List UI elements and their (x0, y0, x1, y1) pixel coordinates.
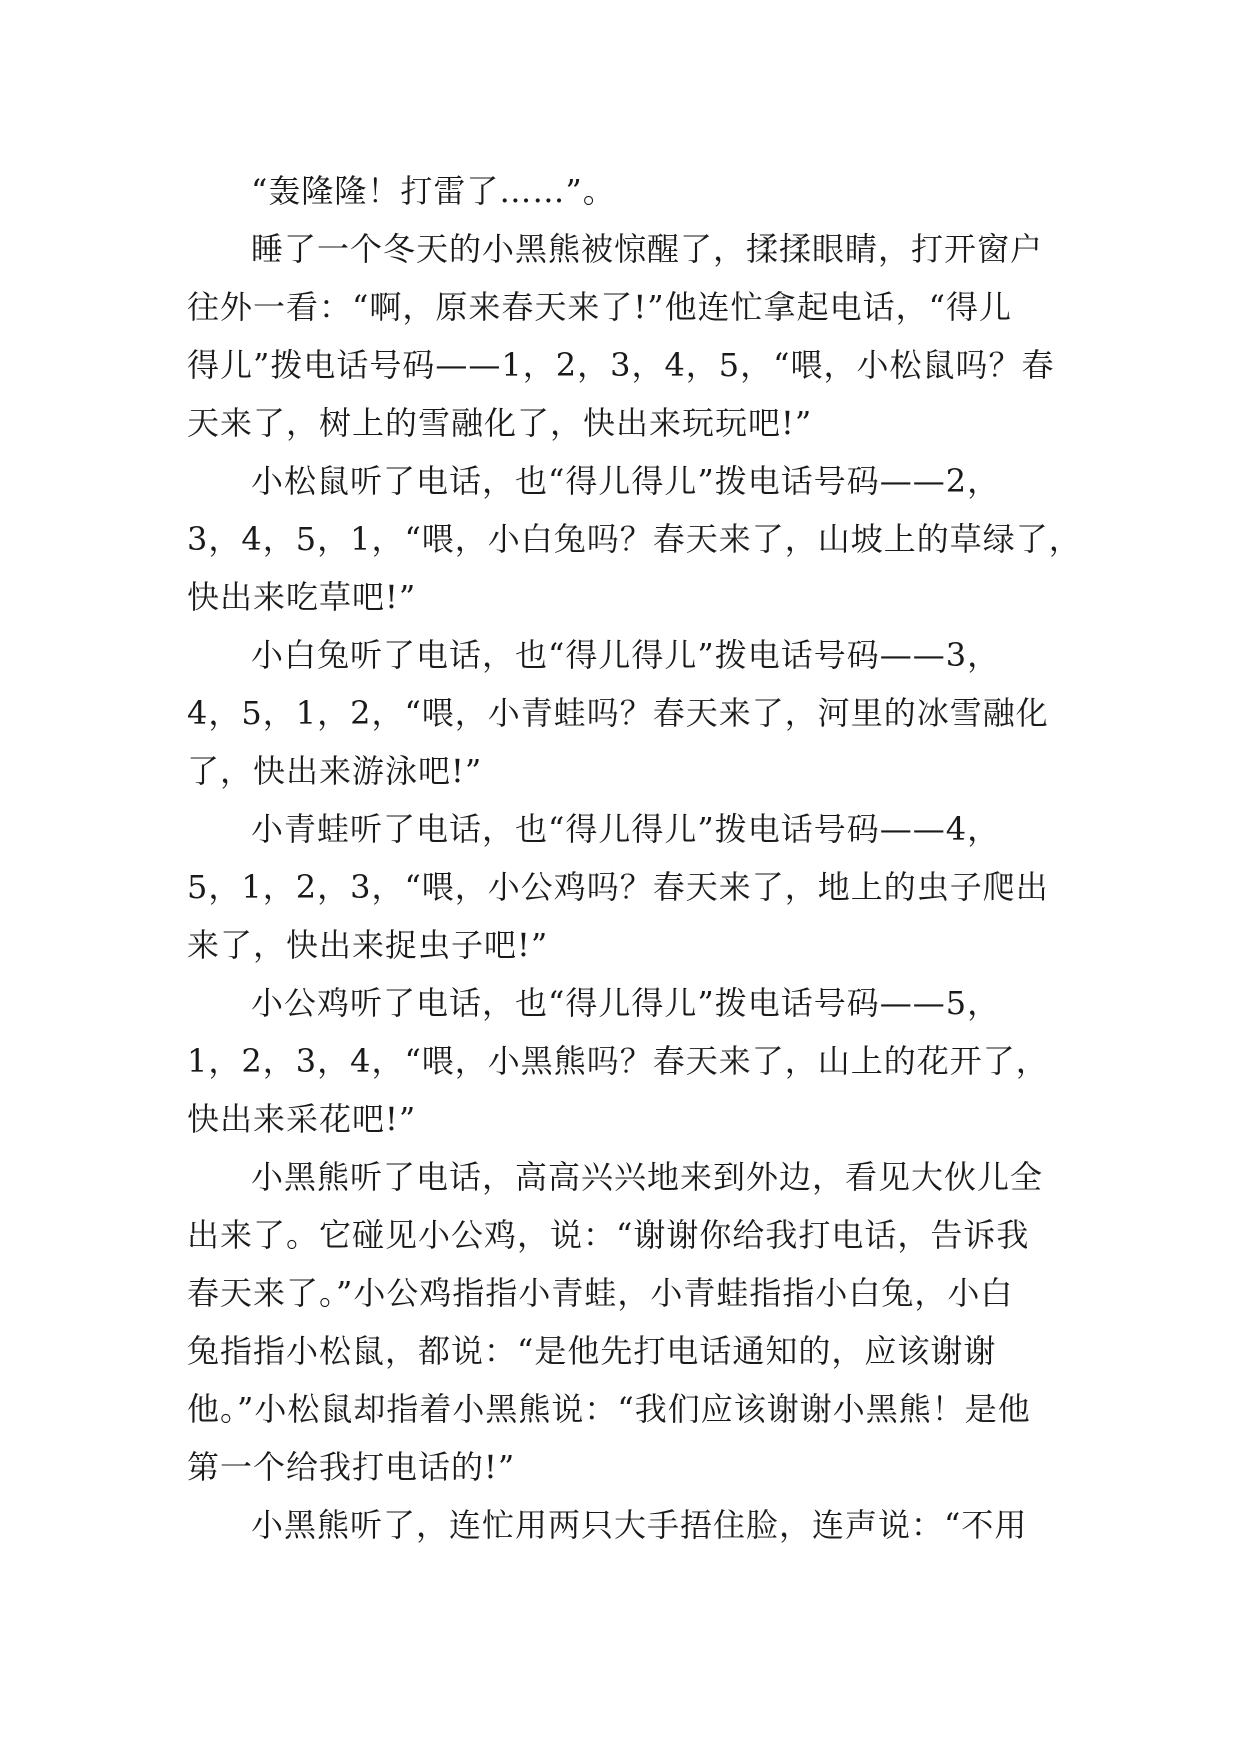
text-line: 出来了。它碰见小公鸡，说：“谢谢你给我打电话，告诉我 (187, 1216, 1030, 1254)
paragraph-bear-modest (187, 1496, 1067, 1554)
text-line: 5，1，2，3，“喂，小公鸡吗？春天来了，地上的虫子爬出 (187, 868, 1049, 906)
paragraph-thunder (187, 162, 1067, 220)
text-line: 他。”小松鼠却指着小黑熊说：“我们应该谢谢小黑熊！是他 (187, 1390, 1031, 1428)
text-line: 小白兔听了电话，也“得儿得儿”拨电话号码——3， (251, 636, 1001, 674)
text-line: 快出来吃草吧!” (187, 578, 417, 616)
paragraph-gathering (187, 1148, 1067, 1496)
text-line: “轰隆隆！打雷了……”。 (251, 172, 616, 210)
text-line: 往外一看：“啊，原来春天来了!”他连忙拿起电话，“得儿 (187, 288, 1012, 326)
text-line: 1，2，3，4，“喂，小黑熊吗？春天来了，山上的花开了， (187, 1042, 1049, 1080)
text-line: 小松鼠听了电话，也“得儿得儿”拨电话号码——2， (251, 462, 1001, 500)
text-line: 小青蛙听了电话，也“得儿得儿”拨电话号码——4， (251, 810, 1001, 848)
paragraph-squirrel (187, 452, 1082, 626)
paragraph-bear-wakes (187, 220, 1067, 452)
text-line: 快出来采花吧!” (187, 1100, 417, 1138)
text-line: 来了，快出来捉虫子吧!” (187, 926, 549, 964)
text-line: 春天来了。”小公鸡指指小青蛙，小青蛙指指小白兔，小白 (187, 1274, 1014, 1312)
text-line: 3，4，5，1，“喂，小白兔吗？春天来了，山坡上的草绿了， (187, 520, 1082, 558)
text-line: 睡了一个冬天的小黑熊被惊醒了，揉揉眼睛，打开窗户 (251, 230, 1044, 268)
text-line: 第一个给我打电话的!” (187, 1448, 516, 1486)
paragraph-rooster (187, 974, 1067, 1148)
story-text (187, 162, 1082, 1554)
text-line: 天来了，树上的雪融化了，快出来玩玩吧!” (187, 404, 813, 442)
paragraph-frog (187, 800, 1067, 974)
text-line: 小公鸡听了电话，也“得儿得儿”拨电话号码——5， (251, 984, 1001, 1022)
text-line: 小黑熊听了电话，高高兴兴地来到外边，看见大伙儿全 (251, 1158, 1044, 1196)
text-line: 了，快出来游泳吧!” (187, 752, 483, 790)
text-line: 兔指指小松鼠，都说：“是他先打电话通知的，应该谢谢 (187, 1332, 997, 1370)
text-line: 小黑熊听了，连忙用两只大手捂住脸，连声说：“不用 (251, 1506, 1028, 1544)
paragraph-rabbit (187, 626, 1067, 800)
text-line: 得儿”拨电话号码——1，2，3，4，5，“喂，小松鼠吗？春 (187, 346, 1055, 384)
text-line: 4，5，1，2，“喂，小青蛙吗？春天来了，河里的冰雪融化 (187, 694, 1049, 732)
